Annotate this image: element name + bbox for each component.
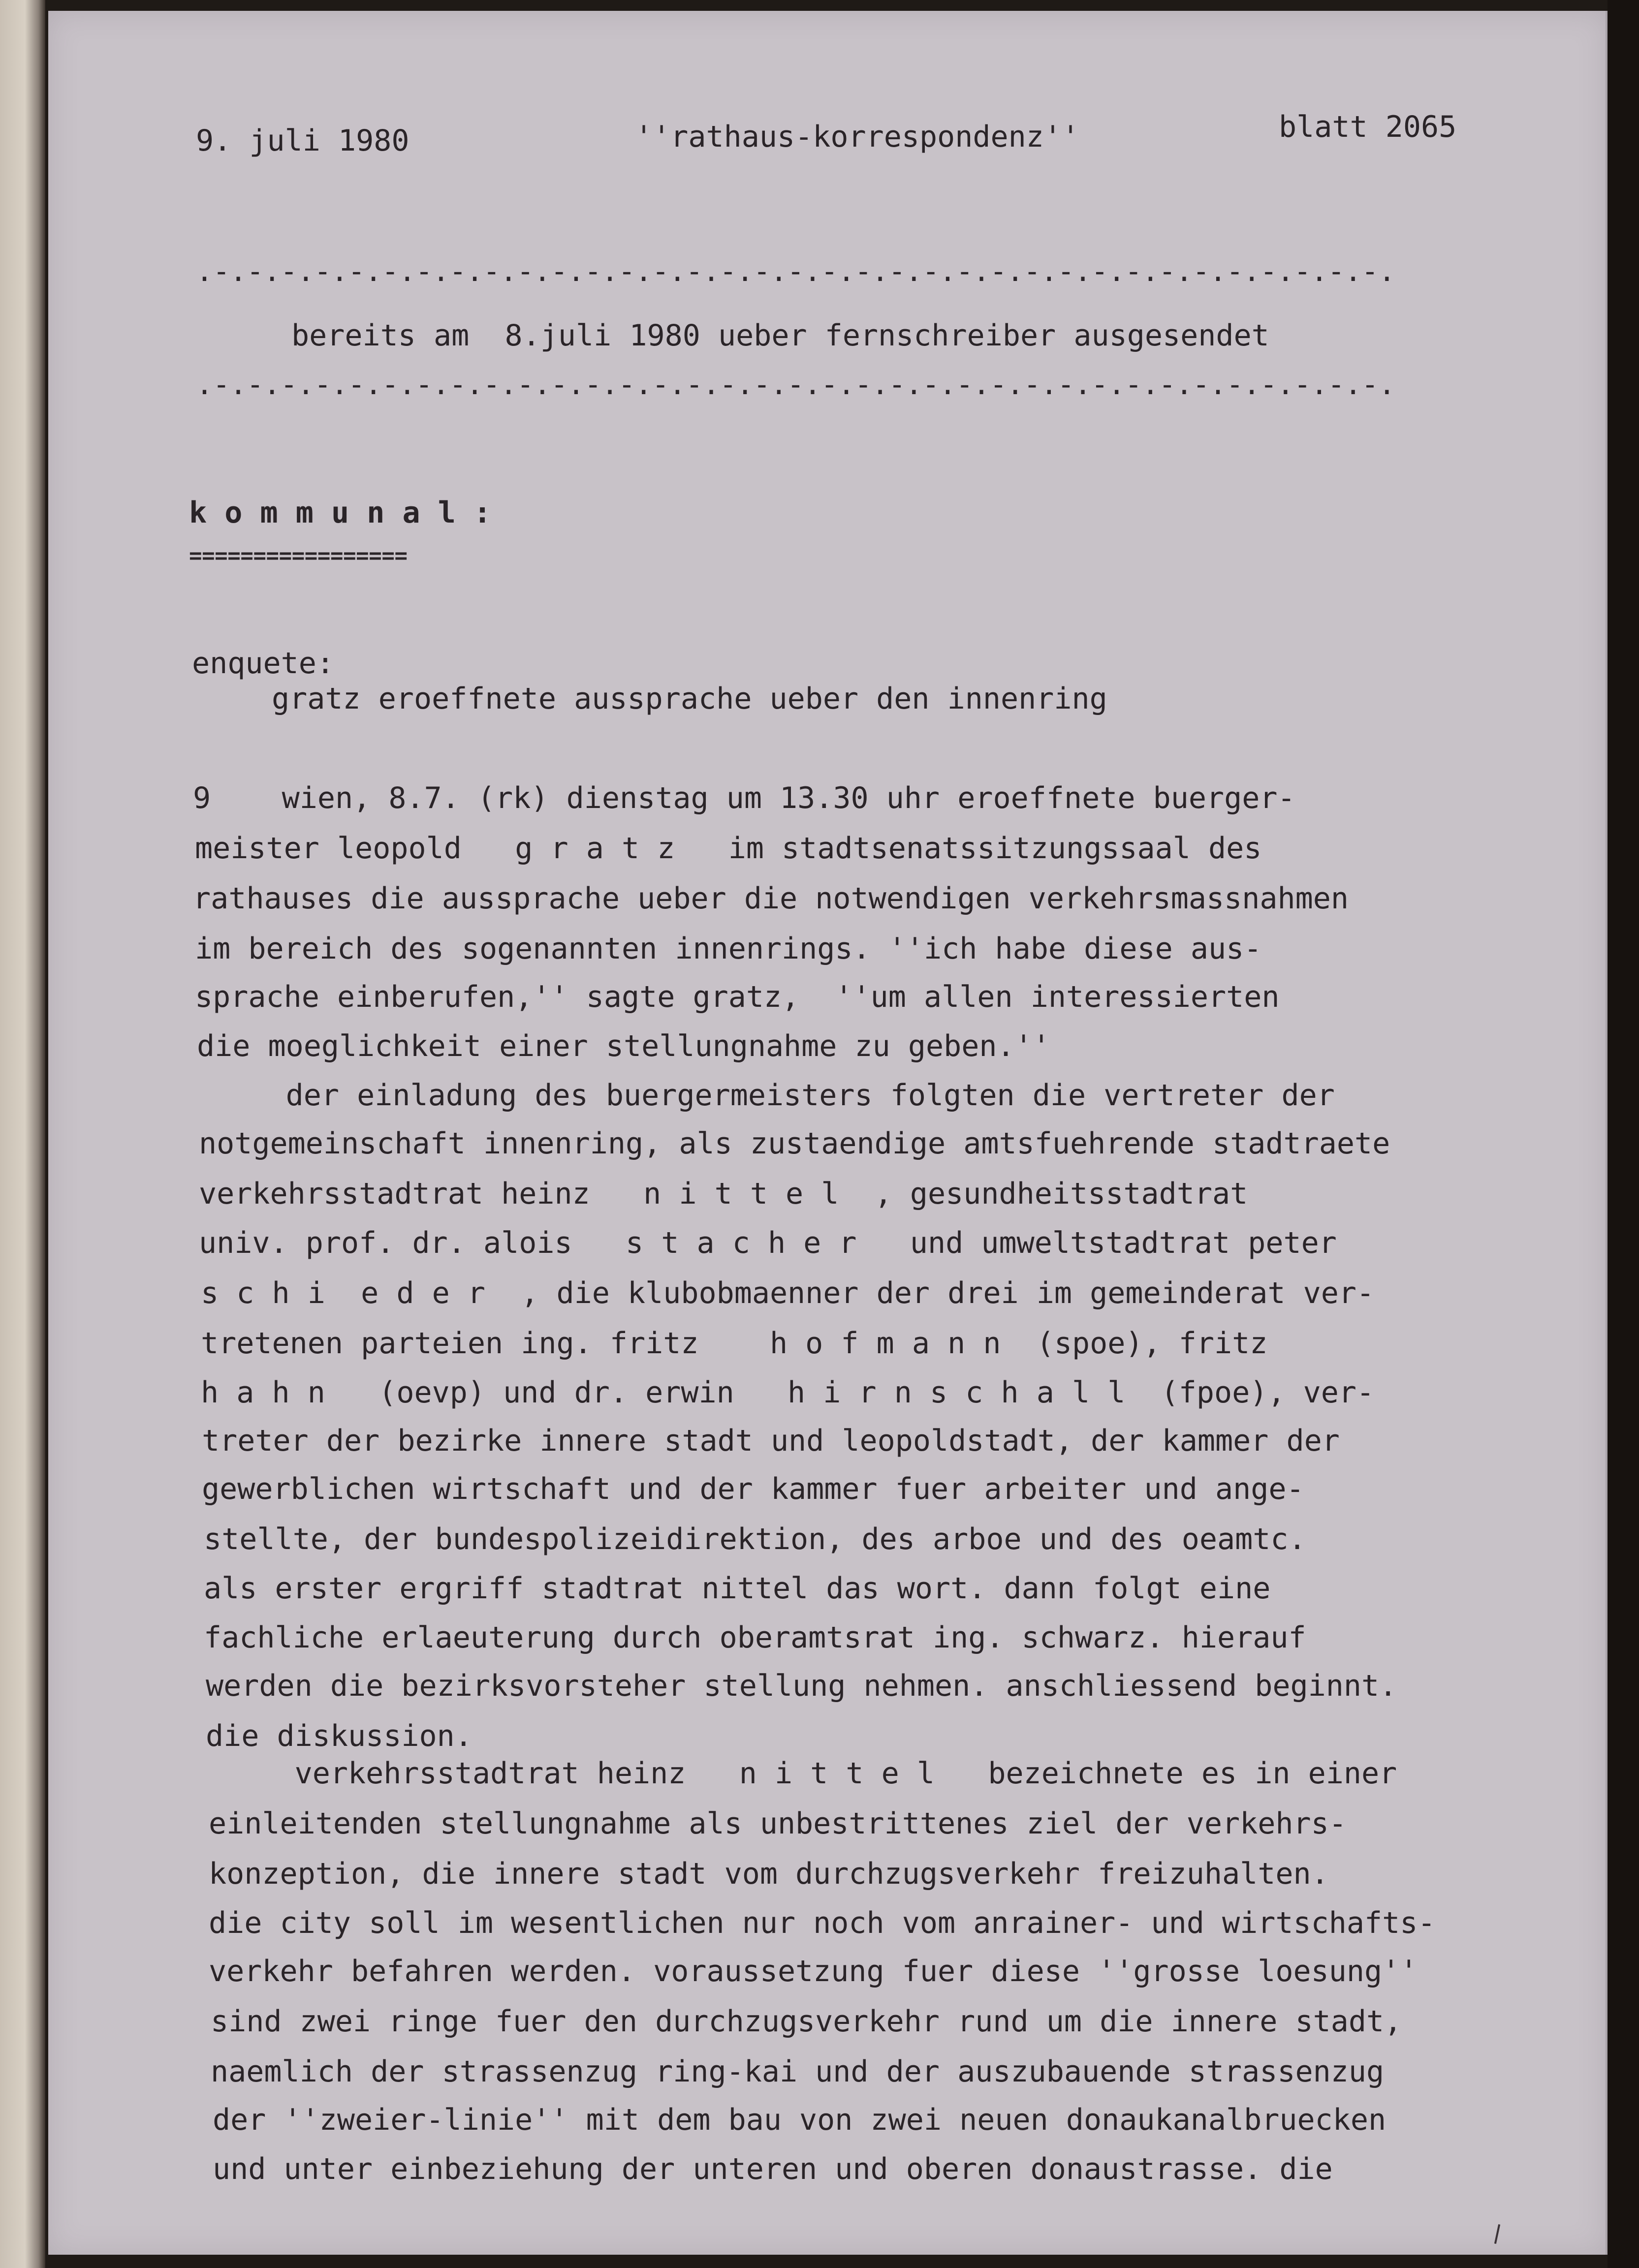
body-line-17: als erster ergriff stadtrat nittel das wort. dann folgt eine — [204, 1571, 1271, 1606]
header-sheet-number: blatt 2065 — [1279, 110, 1457, 144]
body-line-10: univ. prof. dr. alois s t a c h e r und umweltstadtrat peter — [199, 1226, 1337, 1260]
body-line-13: h a h n (oevp) und dr. erwin h i r n s c h a l l (fpoe), ver- — [201, 1375, 1375, 1410]
body-line-4: im bereich des sogenannten innenrings. ''ich habe diese aus- — [195, 932, 1262, 966]
body-line-1: 9 wien, 8.7. (rk) dienstag um 13.30 uhr eroeffnete buerger- — [193, 781, 1295, 815]
article-headline: gratz eroeffnete aussprache ueber den innenring — [272, 682, 1107, 716]
body-line-26: sind zwei ringe fuer den durchzugsverkehr rund um die innere stadt, — [211, 2004, 1402, 2039]
header-date: 9. juli 1980 — [196, 124, 410, 158]
body-line-29: und unter einbeziehung der unteren und oberen donaustrasse. die — [213, 2152, 1333, 2186]
body-line-3: rathauses die aussprache ueber die notwendigen verkehrsmassnahmen — [193, 881, 1349, 916]
section-title-underline: ================= — [189, 543, 408, 568]
body-line-19: werden die bezirksvorsteher stellung nehmen. anschliessend beginnt. — [206, 1669, 1397, 1703]
adjacent-page-edge — [0, 0, 45, 2268]
body-line-2: meister leopold g r a t z im stadtsenatssitzungssaal des — [195, 831, 1262, 866]
scan-background-right — [1607, 0, 1639, 2268]
notice-dotted-rule-top: .-.-.-.-.-.-.-.-.-.-.-.-.-.-.-.-.-.-.-.-.-.-.-.-.-.-.-.-.-.-.-.-.-.-.-. — [196, 254, 1395, 288]
body-line-20: die diskussion. — [206, 1719, 473, 1753]
body-line-7: der einladung des buergermeisters folgten die vertreter der — [197, 1078, 1335, 1113]
body-line-14: treter der bezirke innere stadt und leopoldstadt, der kammer der — [202, 1424, 1340, 1458]
notice-text: bereits am 8.juli 1980 ueber fernschreiber ausgesendet — [291, 318, 1269, 353]
section-title: k o m m u n a l : — [189, 496, 492, 530]
body-line-24: die city soll im wesentlichen nur noch vom anrainer- und wirtschafts- — [209, 1906, 1436, 1940]
body-line-22: einleitenden stellungnahme als unbestrittenes ziel der verkehrs- — [209, 1806, 1347, 1841]
body-line-9: verkehrsstadtrat heinz n i t t e l , gesundheitsstadtrat — [199, 1177, 1248, 1211]
body-line-21: verkehrsstadtrat heinz n i t t e l bezeichnete es in einer — [206, 1756, 1397, 1791]
body-line-23: konzeption, die innere stadt vom durchzugsverkehr freizuhalten. — [209, 1857, 1329, 1891]
body-line-15: gewerblichen wirtschaft und der kammer fuer arbeiter und ange- — [202, 1472, 1304, 1506]
body-line-8: notgemeinschaft innenring, als zustaendige amtsfuehrende stadtraete — [199, 1126, 1390, 1161]
body-line-27: naemlich der strassenzug ring-kai und der auszubauende strassenzug — [211, 2054, 1385, 2089]
notice-dotted-rule-bottom: .-.-.-.-.-.-.-.-.-.-.-.-.-.-.-.-.-.-.-.-.-.-.-.-.-.-.-.-.-.-.-.-.-.-.-. — [196, 368, 1395, 401]
body-line-11: s c h i e d e r , die klubobmaenner der drei im gemeinderat ver- — [201, 1276, 1375, 1310]
body-line-28: der ''zweier-linie'' mit dem bau von zwei neuen donaukanalbruecken — [213, 2103, 1387, 2137]
body-line-6: die moeglichkeit einer stellungnahme zu geben.'' — [197, 1029, 1050, 1063]
body-line-5: sprache einberufen,'' sagte gratz, ''um allen interessierten — [195, 980, 1280, 1014]
body-line-16: stellte, der bundespolizeidirektion, des arboe und des oeamtc. — [204, 1522, 1306, 1556]
body-line-25: verkehr befahren werden. voraussetzung fuer diese ''grosse loesung'' — [209, 1954, 1418, 1988]
body-line-12: tretenen parteien ing. fritz h o f m a n n (spoe), fritz — [201, 1326, 1268, 1361]
article-kicker: enquete: — [192, 646, 334, 681]
header-publication: ''rathaus-korrespondenz'' — [635, 120, 1080, 154]
body-line-18: fachliche erlaeuterung durch oberamtsrat ing. schwarz. hierauf — [204, 1620, 1306, 1655]
